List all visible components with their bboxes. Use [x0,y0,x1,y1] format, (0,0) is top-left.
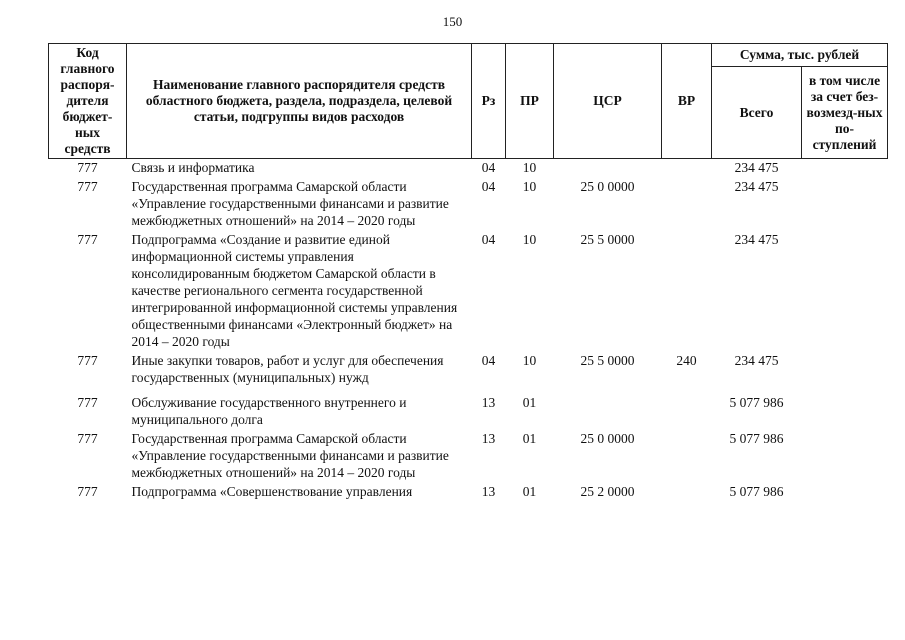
cell-rz: 13 [481,395,496,410]
cell-vr [662,483,712,502]
cell-total: 234 475 [734,179,779,194]
cell-pr: 10 [522,353,537,368]
cell-rz: 04 [481,179,496,194]
cell-csr: 25 5 0000 [580,232,635,247]
cell-code: 777 [77,232,98,247]
cell-name: Иные закупки товаров, работ и услуг для обеспечения государственных (муниципальных) нужд [131,353,444,385]
cell-csr: 25 5 0000 [580,353,635,368]
cell-total: 234 475 [734,353,779,368]
cell-code: 777 [77,179,98,194]
cell-pr: 10 [522,160,537,175]
header-name: Наименование главного распорядителя средств областного бюджета, раздела, подраздела, целевой статьи, подгруппы видов расходов [127,44,472,159]
table-row [49,430,888,483]
cell-pr: 01 [522,431,537,446]
cell-free [802,388,888,430]
table-row [49,352,888,388]
cell-pr: 10 [522,179,537,194]
cell-vr [662,231,712,352]
cell-free [802,430,888,483]
budget-table [48,43,888,502]
table-row [49,231,888,352]
cell-total: 5 077 986 [729,431,784,446]
header-total: Всего [712,67,802,159]
cell-total: 5 077 986 [729,484,784,499]
cell-free [802,159,888,179]
cell-name: Связь и информатика [131,160,255,175]
cell-free [802,178,888,231]
cell-vr [662,430,712,483]
cell-rz: 13 [481,484,496,499]
cell-vr [662,159,712,179]
cell-vr [662,388,712,430]
cell-free [802,231,888,352]
cell-pr: 01 [522,395,537,410]
cell-rz: 04 [481,353,496,368]
header-free-receipts: в том числе за счет без-возмезд-ных по-ступлений [802,67,888,159]
cell-csr: 25 0 0000 [580,431,635,446]
table-row [49,388,888,430]
cell-name: Обслуживание государственного внутреннего и муниципального долга [131,395,407,427]
cell-pr: 01 [522,484,537,499]
table-header [49,44,888,159]
cell-total: 5 077 986 [729,395,784,410]
header-code: Код главного распоря-дителя бюджет-ных средств [49,44,127,159]
cell-free [802,352,888,388]
cell-vr: 240 [676,353,697,368]
cell-code: 777 [77,431,98,446]
header-rz: Рз [472,44,506,159]
cell-name: Подпрограмма «Совершенствование управления [131,484,413,499]
header-vr: ВР [662,44,712,159]
cell-name: Государственная программа Самарской области «Управление государственными финансами и развитие межбюджетных отношений» на 2014 – 2020 годы [131,179,449,228]
cell-rz: 13 [481,431,496,446]
cell-code: 777 [77,160,98,175]
cell-code: 777 [77,353,98,368]
cell-total: 234 475 [734,160,779,175]
cell-csr [554,388,662,430]
cell-name: Подпрограмма «Создание и развитие единой информационной системы управления консолидированным бюджетом Самарской области в качестве регионального сегмента государственной интегрированной информационной системы управления общественными финансами «Электронный бюджет» на 2014 – 2020 годы [131,232,458,349]
cell-rz: 04 [481,232,496,247]
table-row [49,178,888,231]
header-sum-group: Сумма, тыс. рублей [712,44,888,67]
cell-total: 234 475 [734,232,779,247]
cell-rz: 04 [481,160,496,175]
header-csr: ЦСР [554,44,662,159]
cell-vr [662,178,712,231]
cell-csr: 25 2 0000 [580,484,635,499]
table-row [49,159,888,179]
cell-code: 777 [77,395,98,410]
cell-free [802,483,888,502]
cell-name: Государственная программа Самарской области «Управление государственными финансами и развитие межбюджетных отношений» на 2014 – 2020 годы [131,431,449,480]
page-number: 150 [442,14,463,29]
header-pr: ПР [506,44,554,159]
cell-csr [554,159,662,179]
cell-pr: 10 [522,232,537,247]
cell-code: 777 [77,484,98,499]
cell-csr: 25 0 0000 [580,179,635,194]
table-row [49,483,888,502]
